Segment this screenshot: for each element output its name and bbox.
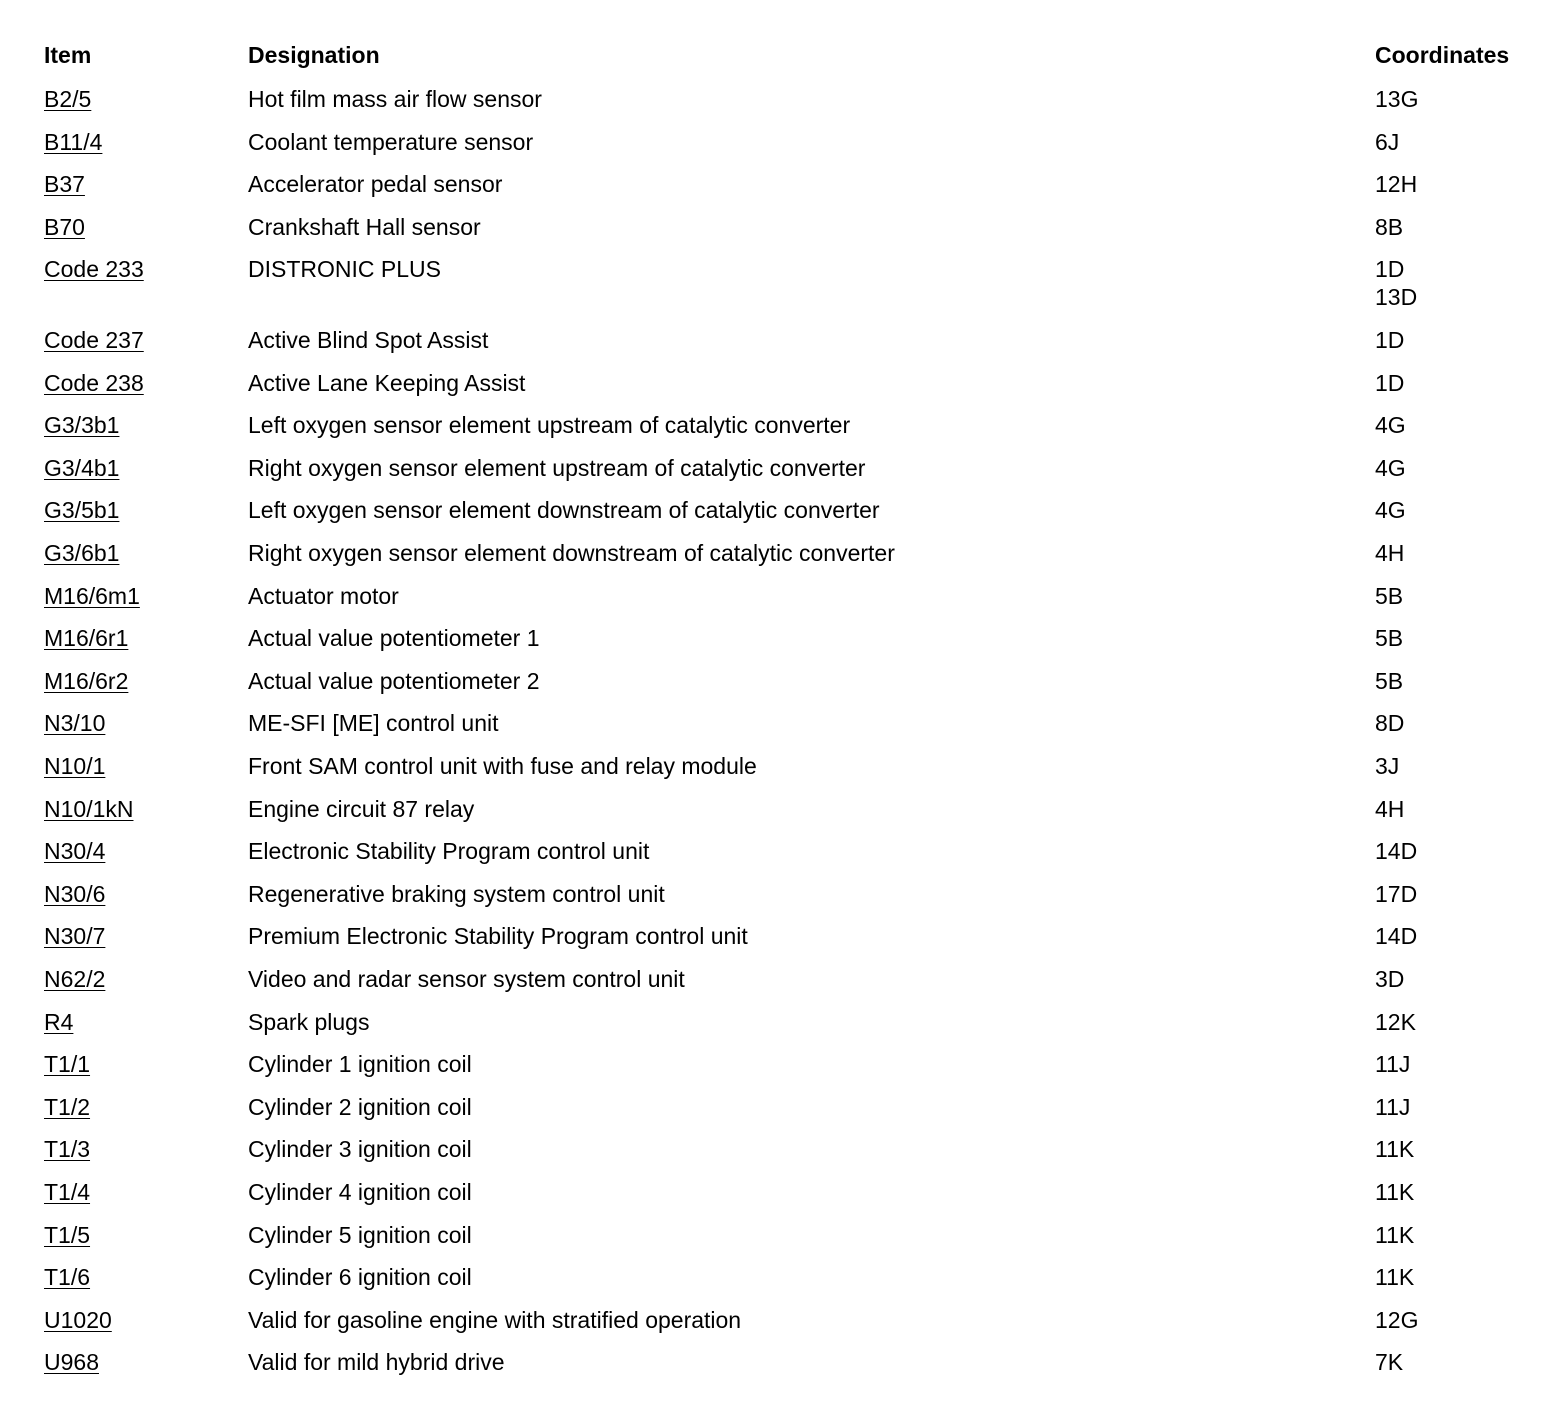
item-cell xyxy=(44,1263,90,1291)
coordinate-value: 1D xyxy=(1375,256,1405,283)
coordinates-cell xyxy=(1375,667,1403,695)
item-link[interactable]: Code 238 xyxy=(44,369,144,396)
coordinates-cell xyxy=(1375,1306,1418,1334)
coordinate-value: 14D xyxy=(1375,923,1418,950)
coordinate-value: 6J xyxy=(1375,128,1400,155)
coordinate-value: 11K xyxy=(1375,1179,1415,1205)
designation-cell: Valid for mild hybrid drive xyxy=(248,1349,505,1376)
item-link[interactable]: Code 233 xyxy=(44,256,144,283)
designation-cell: Cylinder 4 ignition coil xyxy=(248,1179,472,1205)
item-link[interactable]: R4 xyxy=(44,1008,74,1035)
coordinate-value: 8B xyxy=(1375,213,1404,240)
item-link[interactable]: N30/6 xyxy=(44,880,106,907)
coordinate-value: 4G xyxy=(1375,454,1406,481)
coordinate-value: 5B xyxy=(1375,625,1404,652)
item-link[interactable]: N10/1kN xyxy=(44,795,134,822)
coordinate-value: 11J xyxy=(1375,1093,1411,1120)
item-link[interactable]: T1/2 xyxy=(44,1093,91,1120)
designation-cell: ME-SFI [ME] control unit xyxy=(248,710,499,737)
item-link[interactable]: G3/6b1 xyxy=(44,540,120,566)
table-header xyxy=(0,42,1568,74)
coordinates-cell xyxy=(1375,624,1403,652)
item-cell xyxy=(44,1008,73,1036)
coordinate-value: 17D xyxy=(1375,880,1418,907)
coordinate-value: 4H xyxy=(1375,540,1405,566)
item-cell xyxy=(44,496,119,524)
item-link[interactable]: T1/4 xyxy=(44,1179,91,1205)
coordinate-value: 11K xyxy=(1375,1136,1415,1163)
designation-cell: Electronic Stability Program control unit xyxy=(248,838,650,865)
coordinates-cell xyxy=(1375,1008,1416,1036)
item-cell xyxy=(44,170,85,198)
coordinates-cell xyxy=(1375,709,1404,737)
coordinate-value: 12G xyxy=(1375,1306,1419,1333)
item-link[interactable]: G3/3b1 xyxy=(44,412,120,439)
item-link[interactable]: N10/1 xyxy=(44,753,106,779)
coordinate-value: 11K xyxy=(1375,1221,1415,1248)
designation-cell: Actuator motor xyxy=(248,582,399,609)
coordinate-value: 11K xyxy=(1375,1264,1415,1291)
item-link[interactable]: B70 xyxy=(44,213,85,240)
item-link[interactable]: T1/3 xyxy=(44,1136,91,1163)
coordinates-cell xyxy=(1375,369,1404,397)
item-cell xyxy=(44,411,119,439)
coordinates-cell xyxy=(1375,1135,1414,1163)
item-cell xyxy=(44,454,119,482)
item-cell xyxy=(44,880,105,908)
item-cell xyxy=(44,1050,90,1078)
coordinates-cell xyxy=(1375,1178,1414,1206)
coordinates-cell xyxy=(1375,582,1403,610)
coordinate-value: 7K xyxy=(1375,1349,1404,1376)
coordinates-cell xyxy=(1375,1348,1403,1376)
item-link[interactable]: T1/5 xyxy=(44,1221,91,1248)
coordinates-cell xyxy=(1375,128,1399,156)
coordinates-cell xyxy=(1375,255,1417,311)
item-link[interactable]: Code 237 xyxy=(44,327,144,353)
designation-cell: Actual value potentiometer 1 xyxy=(248,625,540,652)
designation-cell: Cylinder 5 ignition coil xyxy=(248,1221,472,1248)
coordinates-cell xyxy=(1375,496,1406,524)
item-cell xyxy=(44,1093,90,1121)
item-link[interactable]: M16/6r2 xyxy=(44,667,129,694)
header-item: Item xyxy=(44,42,92,68)
item-cell xyxy=(44,255,144,283)
designation-cell: Cylinder 2 ignition coil xyxy=(248,1093,472,1120)
item-link[interactable]: B11/4 xyxy=(44,128,103,155)
designation-cell: DISTRONIC PLUS xyxy=(248,256,441,283)
designation-cell: Left oxygen sensor element upstream of catalytic converter xyxy=(248,412,851,439)
item-link[interactable]: T1/1 xyxy=(44,1051,91,1078)
coordinate-value: 3D xyxy=(1375,966,1405,992)
designation-cell: Actual value potentiometer 2 xyxy=(248,667,540,694)
coordinates-cell xyxy=(1375,326,1404,354)
item-link[interactable]: N30/4 xyxy=(44,838,106,865)
designation-cell: Valid for gasoline engine with stratified operation xyxy=(248,1306,742,1333)
item-cell xyxy=(44,1135,90,1163)
designation-cell: Front SAM control unit with fuse and relay module xyxy=(248,753,757,779)
item-cell xyxy=(44,795,133,823)
designation-cell: Coolant temperature sensor xyxy=(248,128,534,155)
coordinates-cell xyxy=(1375,837,1417,865)
coordinate-value: 3J xyxy=(1375,753,1400,779)
item-cell xyxy=(44,369,144,397)
coordinate-value: 8D xyxy=(1375,710,1405,737)
designation-cell: Video and radar sensor system control unit xyxy=(248,966,685,992)
item-cell xyxy=(44,1221,90,1249)
coordinates-cell xyxy=(1375,1263,1414,1291)
designation-cell: Left oxygen sensor element downstream of catalytic converter xyxy=(248,497,880,524)
item-cell xyxy=(44,709,105,737)
coordinate-value: 1D xyxy=(1375,369,1405,396)
coordinate-value: 14D xyxy=(1375,838,1418,865)
item-cell xyxy=(44,539,119,567)
designation-cell: Cylinder 6 ignition coil xyxy=(248,1264,472,1291)
coordinates-cell xyxy=(1375,880,1417,908)
designation-cell: Spark plugs xyxy=(248,1008,370,1035)
item-link[interactable]: B37 xyxy=(44,171,85,198)
item-cell xyxy=(44,752,105,780)
coordinates-cell xyxy=(1375,454,1406,482)
item-link[interactable]: N62/2 xyxy=(44,966,106,992)
header-designation: Designation xyxy=(248,42,380,68)
item-cell xyxy=(44,582,140,610)
designation-cell: Engine circuit 87 relay xyxy=(248,795,475,822)
coordinates-cell xyxy=(1375,795,1404,823)
coordinate-value: 4G xyxy=(1375,412,1406,439)
designation-cell: Crankshaft Hall sensor xyxy=(248,213,481,240)
item-cell xyxy=(44,837,105,865)
designation-cell: Premium Electronic Stability Program control unit xyxy=(248,923,748,950)
coordinate-value: 5B xyxy=(1375,582,1404,609)
coordinates-cell xyxy=(1375,1050,1410,1078)
item-link[interactable]: G3/4b1 xyxy=(44,454,120,481)
coordinates-cell xyxy=(1375,170,1417,198)
coordinates-cell xyxy=(1375,1093,1410,1121)
coordinate-value: 11J xyxy=(1375,1051,1411,1078)
item-cell xyxy=(44,1178,90,1206)
item-link[interactable]: B2/5 xyxy=(44,86,92,112)
coordinate-value: 13G xyxy=(1375,86,1419,112)
designation-cell: Active Lane Keeping Assist xyxy=(248,369,526,396)
designation-cell: Regenerative braking system control unit xyxy=(248,880,665,907)
coordinates-cell xyxy=(1375,752,1399,780)
item-cell xyxy=(44,128,102,156)
item-link[interactable]: U968 xyxy=(44,1349,99,1376)
coordinate-value: 12H xyxy=(1375,171,1418,198)
coordinate-value: 1D xyxy=(1375,327,1405,353)
coordinate-value: 4G xyxy=(1375,497,1406,524)
coordinates-cell xyxy=(1375,213,1403,241)
designation-cell: Accelerator pedal sensor xyxy=(248,171,503,198)
coordinates-cell xyxy=(1375,539,1404,567)
header-coordinates: Coordinates xyxy=(1375,42,1510,68)
coordinate-value: 12K xyxy=(1375,1008,1416,1035)
designation-cell: Right oxygen sensor element upstream of catalytic converter xyxy=(248,454,866,481)
item-link[interactable]: U1020 xyxy=(44,1306,112,1333)
coordinates-cell xyxy=(1375,922,1417,950)
item-link[interactable]: N3/10 xyxy=(44,710,106,737)
item-cell xyxy=(44,326,144,354)
item-cell xyxy=(44,965,105,993)
item-link[interactable]: M16/6m1 xyxy=(44,582,140,609)
designation-cell: Hot film mass air flow sensor xyxy=(248,86,542,112)
coordinates-cell xyxy=(1375,85,1418,113)
coordinates-cell xyxy=(1375,965,1404,993)
item-link[interactable]: G3/5b1 xyxy=(44,497,120,524)
coordinate-value: 5B xyxy=(1375,667,1404,694)
item-link[interactable]: M16/6r1 xyxy=(44,625,129,652)
coordinates-cell xyxy=(1375,411,1406,439)
item-cell xyxy=(44,213,85,241)
coordinate-value: 4H xyxy=(1375,795,1405,822)
item-link[interactable]: N30/7 xyxy=(44,923,106,950)
item-cell xyxy=(44,667,128,695)
item-cell xyxy=(44,624,128,652)
designation-cell: Active Blind Spot Assist xyxy=(248,327,489,353)
item-cell xyxy=(44,85,91,113)
item-cell xyxy=(44,1306,112,1334)
item-cell xyxy=(44,1348,99,1376)
coordinates-cell xyxy=(1375,1221,1414,1249)
item-link[interactable]: T1/6 xyxy=(44,1264,91,1291)
designation-cell: Cylinder 1 ignition coil xyxy=(248,1051,472,1078)
coordinate-value: 13D xyxy=(1375,284,1418,311)
designation-cell: Cylinder 3 ignition coil xyxy=(248,1136,472,1163)
designation-cell: Right oxygen sensor element downstream of catalytic converter xyxy=(248,540,895,566)
item-cell xyxy=(44,922,105,950)
